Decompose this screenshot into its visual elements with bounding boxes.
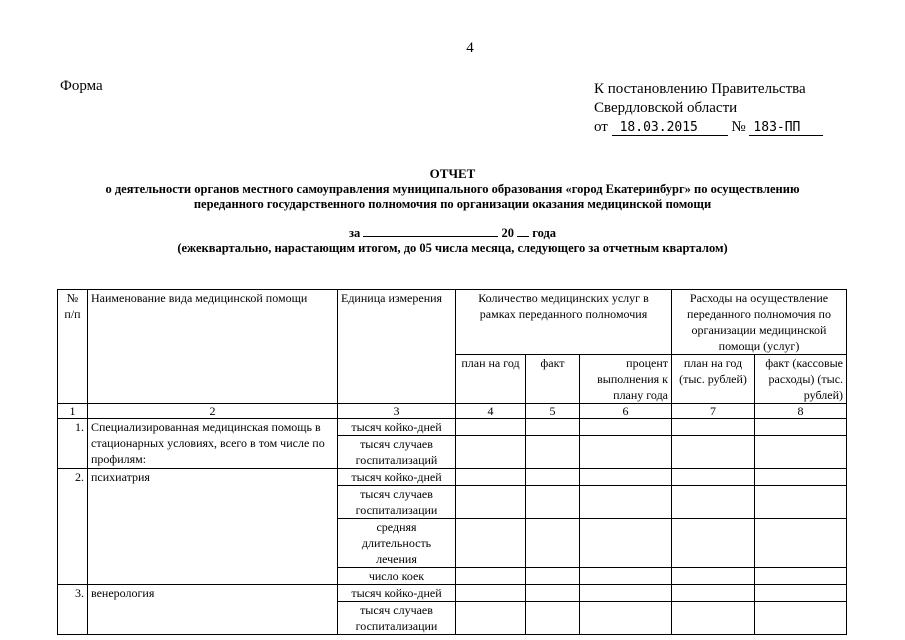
cell-percent (580, 568, 672, 585)
cell-percent (580, 436, 672, 469)
column-number: 6 (580, 404, 672, 419)
cell-plan (456, 602, 526, 635)
cell-plan (456, 585, 526, 602)
cell-plan (456, 436, 526, 469)
column-number: 2 (88, 404, 338, 419)
cell-percent (580, 486, 672, 519)
column-number: 8 (755, 404, 847, 419)
report-note: (ежеквартально, нарастающим итогом, до 05 числа месяца, следующего за отчетным кварталом) (177, 241, 728, 255)
attachment-date-line (594, 118, 823, 137)
cell-fact-rub (755, 419, 847, 436)
row-unit: тысяч койко-дней (338, 585, 456, 602)
header-percent: процент выполнения к плану года (580, 355, 672, 404)
cell-percent (580, 602, 672, 635)
cell-fact (526, 602, 580, 635)
cell-fact (526, 568, 580, 585)
header-plan-year: план на год (456, 355, 526, 404)
column-number: 7 (672, 404, 755, 419)
cell-plan (456, 419, 526, 436)
header-name: Наименование вида медицинской помощи (88, 290, 338, 404)
row-name: психиатрия (88, 469, 338, 585)
header-num: № п/п (58, 290, 88, 404)
row-num: 1. (58, 419, 88, 469)
row-unit: тысяч койко-дней (338, 469, 456, 486)
column-number: 4 (456, 404, 526, 419)
table-row (58, 585, 847, 602)
table-row (58, 419, 847, 436)
cell-fact (526, 436, 580, 469)
cell-fact-rub (755, 469, 847, 486)
column-number: 5 (526, 404, 580, 419)
row-unit: средняя длительность лечения (338, 519, 456, 568)
cell-percent (580, 519, 672, 568)
resolution-date: 18.03.2015 (612, 120, 728, 136)
attachment-line-2: Свердловской области (594, 100, 738, 116)
report-heading: ОТЧЕТ (429, 166, 476, 181)
header-fact-cash: факт (кассовые расходы) (тыс. рублей) (755, 355, 847, 404)
row-unit: тысяч случаев госпитализаций (338, 436, 456, 469)
cell-fact-rub (755, 568, 847, 585)
cell-percent (580, 469, 672, 486)
cell-fact (526, 585, 580, 602)
cell-plan-rub (672, 486, 755, 519)
period-prefix: за (348, 226, 361, 240)
row-num: 3. (58, 585, 88, 635)
cell-plan-rub (672, 585, 755, 602)
row-name: венерология (88, 585, 338, 635)
cell-fact (526, 419, 580, 436)
attachment-line-1: К постановлению Правительства (594, 81, 806, 97)
cell-fact-rub (755, 486, 847, 519)
cell-plan (456, 519, 526, 568)
cell-fact-rub (755, 602, 847, 635)
column-number: 1 (58, 404, 88, 419)
date-prefix: от (594, 119, 608, 135)
cell-fact-rub (755, 519, 847, 568)
row-unit: тысяч случаев госпитализации (338, 486, 456, 519)
report-period-line (40, 226, 865, 241)
column-number-row (58, 404, 847, 419)
page-number: 4 (466, 40, 474, 56)
table-row (58, 469, 847, 486)
year-blank (517, 226, 529, 237)
row-unit: число коек (338, 568, 456, 585)
row-name: Специализированная медицинская помощь в стационарных условиях, всего в том числе по профилям: (88, 419, 338, 469)
cell-fact-rub (755, 585, 847, 602)
period-suffix: года (532, 226, 557, 240)
report-title-line-1: о деятельности органов местного самоуправления муниципального образования «город Екатеринбург» по осуществлению (105, 182, 800, 196)
cell-plan-rub (672, 436, 755, 469)
header-plan-year-rub: план на год (тыс. рублей) (672, 355, 755, 404)
header-fact: факт (526, 355, 580, 404)
header-expense-group: Расходы на осуществление переданного полномочия по организации медицинской помощи (услуг) (672, 290, 847, 355)
cell-plan-rub (672, 419, 755, 436)
period-blank (363, 226, 498, 237)
cell-fact-rub (755, 436, 847, 469)
column-number: 3 (338, 404, 456, 419)
number-prefix: № (731, 119, 746, 135)
cell-fact (526, 486, 580, 519)
row-num: 2. (58, 469, 88, 585)
row-unit: тысяч койко-дней (338, 419, 456, 436)
cell-percent (580, 585, 672, 602)
cell-plan (456, 486, 526, 519)
cell-plan (456, 469, 526, 486)
cell-fact (526, 519, 580, 568)
row-unit: тысяч случаев госпитализации (338, 602, 456, 635)
cell-plan-rub (672, 519, 755, 568)
cell-percent (580, 419, 672, 436)
attachment-block (594, 80, 823, 137)
cell-plan-rub (672, 602, 755, 635)
cell-plan-rub (672, 469, 755, 486)
report-table (57, 289, 847, 635)
cell-plan-rub (672, 568, 755, 585)
header-unit: Единица измерения (338, 290, 456, 404)
period-year: 20 (501, 226, 514, 240)
cell-fact (526, 469, 580, 486)
form-label: Форма (60, 78, 103, 94)
resolution-number: 183-ПП (749, 120, 823, 136)
report-title-line-2: переданного государственного полномочия по организации оказания медицинской помощи (193, 197, 712, 211)
header-quantity-group: Количество медицинских услуг в рамках переданного полномочия (456, 290, 672, 355)
cell-plan (456, 568, 526, 585)
